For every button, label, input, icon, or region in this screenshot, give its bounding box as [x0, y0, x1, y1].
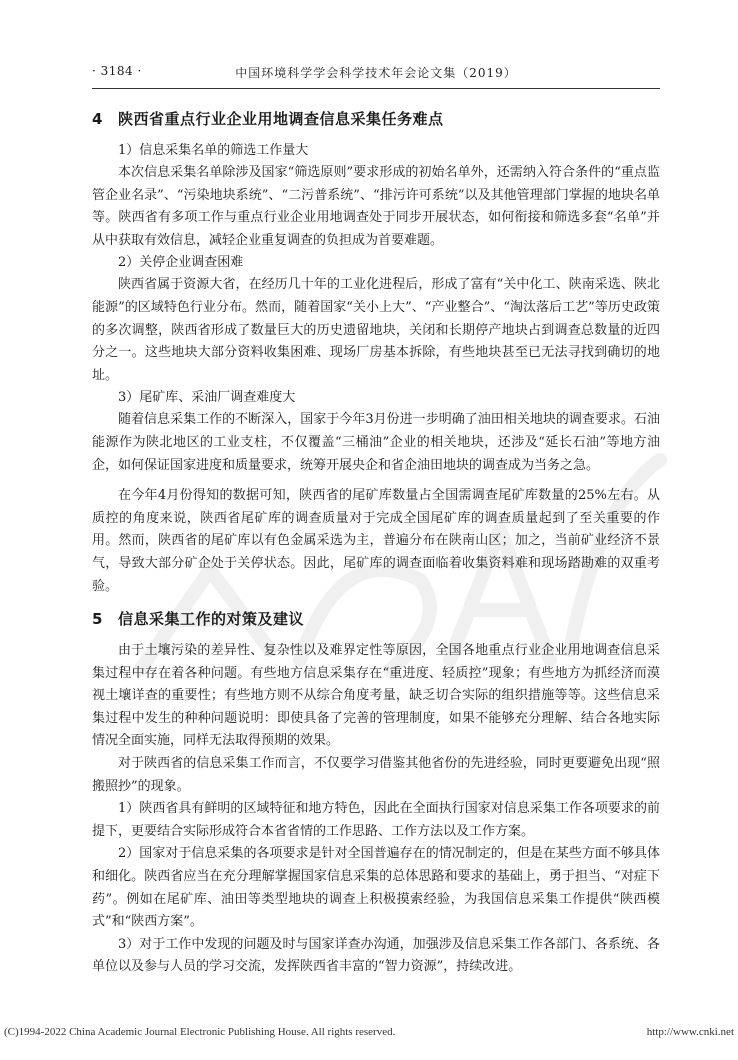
section-5-number: 5: [92, 610, 103, 629]
section-5-title: 信息采集工作的对策及建议: [118, 610, 305, 629]
section-4-heading: [92, 108, 660, 130]
running-header: [92, 64, 660, 86]
paragraph: 1）陕西省具有鲜明的区域特征和地方特色，因此在全面执行国家对信息采集工作各项要求的前提下，更要结合实际形成符合本省省情的工作思路、工作方法以及工作方案。: [92, 801, 660, 839]
page-number: · 3184 ·: [92, 64, 142, 78]
subheading-4-3: 3）尾矿库、采油厂调查难度大: [118, 390, 296, 406]
section-4-title: 陕西省重点行业企业用地调查信息采集任务难点: [118, 110, 444, 128]
paragraph: 陕西省属于资源大省，在经历几十年的工业化进程后，形成了富有“关中化工、陕南采选、陕北能源”的区域特色行业分布。然而，随着国家“关小上大”、“产业整合”、“淘汰落后工艺”等历史政策的多次调整，陕西省形成了数量巨大的历史遗留地块，关闭和长期停产地块占到调查总数量的近四分之一。这些地块大部分资料收集困难、现场厂房基本拆除，有些地块甚至已无法寻找到确切的地址。: [92, 277, 660, 383]
section-4-number: 4: [92, 110, 103, 128]
article-body: [92, 108, 660, 979]
paragraph: 随着信息采集工作的不断深入，国家于今年3月份进一步明确了油田相关地块的调查要求。石油能源作为陕北地区的工业支柱，不仅覆盖“三桶油”企业的相关地块，还涉及“延长石油”等地方油企，如何保证国家进度和质量要求，统筹开展央企和省企油田地块的调查成为当务之急。: [92, 412, 660, 473]
journal-title: 中国环境科学学会科学技术年会论文集（2019）: [235, 66, 517, 80]
paragraph: 2）国家对于信息采集的各项要求是针对全国普遍存在的情况制定的，但是在某些方面不够具体和细化。陕西省应当在充分理解掌握国家信息采集的总体思路和要求的基础上，勇于担当、“对症下药”。例如在尾矿库、油田等类型地块的调查上积极摸索经验，为我国信息采集工作提供“陕西模式”和“陕西方案”。: [92, 846, 660, 930]
paragraph: 3）对于工作中发现的问题及时与国家详查办沟通，加强涉及信息采集工作各部门、各系统、各单位以及参与人员的学习交流，发挥陕西省丰富的“智力资源”，持续改进。: [92, 936, 660, 975]
copyright-notice: (C)1994-2022 China Academic Journal Electronic Publishing House. All rights reserved.: [4, 1026, 396, 1038]
footer: [0, 1026, 738, 1038]
section-5-heading: [92, 608, 660, 630]
paragraph: 由于土壤污染的差异性、复杂性以及难界定性等原因，全国各地重点行业企业用地调查信息采集过程中存在着各种问题。有些地方信息采集存在“重进度、轻质控”现象；有些地方为抓经济而漠视土壤详查的重要性；有些地方则不从综合角度考量，缺乏切合实际的组织措施等等。这些信息采集过程中发生的种种问题说明：即使具备了完善的管理制度，如果不能够充分理解、结合各地实际情况全面实施，同样无法取得预期的效果。: [92, 643, 660, 749]
paragraph: 对于陕西省的信息采集工作而言，不仅要学习借鉴其他省份的先进经验，同时更要避免出现“照搬照抄”的现象。: [92, 756, 660, 794]
footer-url[interactable]: http://www.cnki.net: [646, 1026, 734, 1038]
paragraph: 在今年4月份得知的数据可知，陕西省的尾矿库数量占全国需调查尾矿库数量的25%左右。从质控的角度来说，陕西省尾矿库的调查质量对于完成全国尾矿库的调查质量起到了至关重要的作用。然而，陕西省的尾矿库以有色金属采选为主，普遍分布在陕南山区；加之，当前矿业经济不景气，导致大部分矿企处于关停状态。因此，尾矿库的调查面临着收集资料难和现场踏勘难的双重考验。: [92, 488, 660, 594]
header-rule: [92, 88, 660, 89]
subheading-4-1: 1）信息采集名单的筛选工作量大: [118, 143, 309, 158]
subheading-4-2: 2）关停企业调查困难: [118, 255, 244, 271]
paragraph: 本次信息采集名单除涉及国家“筛选原则”要求形成的初始名单外，还需纳入符合条件的“重点监管企业名录”、“污染地块系统”、“二污普系统”、“排污许可系统”以及其他管理部门掌握的地块名单等。陕西省有多项工作与重点行业企业用地调查处于同步开展状态，如何衔接和筛选多套“名单”并从中获取有效信息，减轻企业重复调查的负担成为首要难题。: [92, 165, 660, 248]
